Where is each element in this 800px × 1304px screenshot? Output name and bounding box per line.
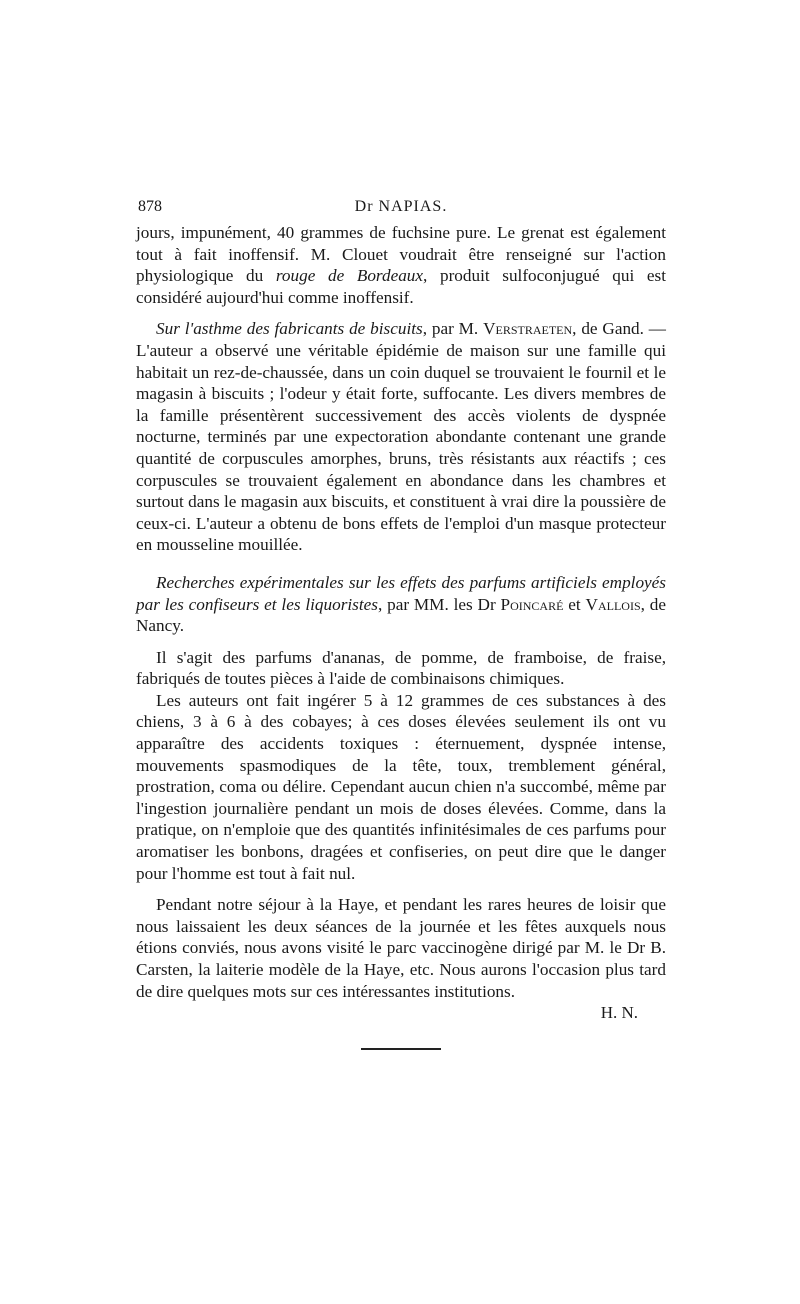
paragraph-text: , par MM. les Dr bbox=[377, 594, 501, 614]
signature: H. N. bbox=[600, 1003, 638, 1023]
paragraph-parfums: Il s'agit des parfums d'ananas, de pomme, de framboise, de fraise, fabriqués de toutes pièces à l'aide de combinaisons chimiques. bbox=[136, 647, 666, 689]
paragraph-text: , produit sulfoconjugué qui est considéré aujourd'hui comme inoffensif. bbox=[136, 266, 666, 307]
author-name: Poincaré bbox=[500, 594, 564, 614]
paragraph-text: , par M. bbox=[422, 319, 484, 339]
paragraph-text: , de Gand. — L'auteur a observé une véritable épidémie de maison sur une famille qui habitait un rez-de-chaussée, dans un coin duquel se trouvaient le fournil et le magasin à biscuits ; l'odeur y était forte, suffocante. Les divers membres de la famille présentèrent successivement des accès violents de dyspnée nocturne, terminés par une expectoration abondante contenant une grande quantité de corpuscules amorphes, bruns, très résistants aux réactifs ; ces corpuscules se trouvaient également en abondance dans les chambres et surtout dans le magasin aux biscuits, et constituent à vrai dire la poussière de ceux-ci. L'auteur a obtenu de bons effets de l'emploi d'un masque protecteur en mousseline mouillée. bbox=[136, 319, 666, 555]
article-title: Recherches expérimentales sur les effets des parfums artificiels employés par les confiseurs et les liquoristes bbox=[136, 572, 666, 614]
body-text bbox=[136, 222, 666, 1024]
paragraph-haye: Pendant notre séjour à la Haye, et pendant les rares heures de loisir que nous laissaient les deux séances de la journée et les fêtes auxquels nous étions conviés, nous avons visité le parc vaccinogène dirigé par M. le Dr B. Carsten, la laiterie modèle de la Haye, etc. Nous aurons l'occasion plus tard de dire quelques mots sur ces intéressantes institutions. bbox=[136, 895, 666, 1001]
paragraph-fuchsine bbox=[136, 222, 666, 308]
paragraph-text: et bbox=[563, 594, 586, 614]
paragraph-text: , de Nancy. bbox=[136, 594, 666, 636]
author-name: Verstraeten bbox=[483, 319, 573, 339]
paragraph-experiences: Les auteurs ont fait ingérer 5 à 12 grammes de ces substances à des chiens, 3 à 6 à des cobayes; à ces doses élevées seulement ils ont vu apparaître des accidents toxiques : éternuement, dyspnée intense, mouvements spasmodiques de la tête, toux, tremblement général, prostration, coma ou délire. Cependant aucun chien n'a succombé, même par l'ingestion journalière pendant un mois de doses élevées. Comme, dans la pratique, on n'emploie que des quantités infinitésimales de ces parfums pour aromatiser les bonbons, dragées et confiseries, on peut dire que le danger pour l'homme est tout à fait nul. bbox=[136, 690, 666, 883]
paragraph-recherches bbox=[136, 572, 666, 637]
page bbox=[136, 198, 666, 1050]
closing-rule bbox=[361, 1048, 441, 1050]
italic-term: rouge de Bordeaux bbox=[275, 266, 424, 286]
author-name: Vallois bbox=[585, 594, 641, 614]
running-header bbox=[136, 198, 666, 222]
paragraph-asthme bbox=[136, 318, 666, 556]
article-title: Sur l'asthme des fabricants de biscuits bbox=[156, 319, 423, 339]
page-number: 878 bbox=[138, 198, 162, 215]
running-title: Dr NAPIAS. bbox=[354, 198, 448, 215]
paragraph-text: jours, impunément, 40 grammes de fuchsine pure. Le grenat est également tout à fait inoffensif. M. Clouet voudrait être renseigné sur l'action physiologique du bbox=[136, 223, 666, 286]
